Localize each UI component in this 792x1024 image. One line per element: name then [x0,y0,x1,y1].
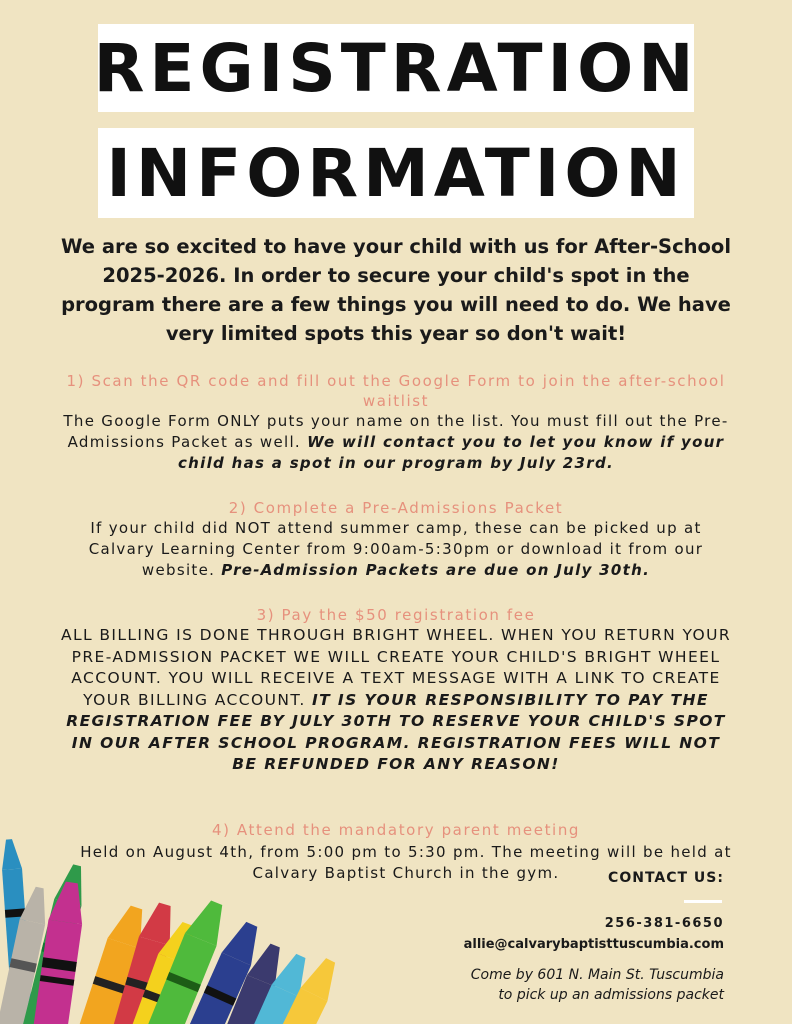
step-2-heading: 2) Complete a Pre-Admissions Packet [228,499,564,517]
contact-title: CONTACT US: [608,870,724,886]
visit-line1: Come by 601 N. Main St. Tuscumbia [470,967,724,983]
step-3 [60,605,732,776]
title-box-line1 [93,24,699,112]
step-2-emphasis: Pre-Admission Packets are due on July 30th. [221,561,651,579]
title-line2: INFORMATION [106,134,686,212]
intro-text: We are so excited to have your child with us for After-School 2025-2026. In order to secure your child's spot in the program there are a few things you will need to do. We have very limited spots this year so don't wait! [60,235,732,345]
contact-phone[interactable]: 256-381-6650 [604,916,724,931]
step-3-body [60,625,732,776]
contact-email[interactable]: allie@calvarybaptisttuscumbia.com [463,937,724,952]
step-1-emphasis: We will contact you to let you know if your child has a spot in our program by July 23rd. [177,433,725,472]
contact-divider [684,900,722,903]
step-2-body [60,518,732,581]
contact-visit [471,965,724,1005]
step-4-heading: 4) Attend the mandatory parent meeting [211,821,581,839]
step-2-text: If your child did NOT attend summer camp, these can be picked up at Calvary Learning Center from 9:00am-5:30pm or download it from our website. [88,519,704,579]
step-3-heading: 3) Pay the $50 registration fee [256,606,536,624]
step-3-emphasis: IT IS YOUR RESPONSIBILITY TO PAY THE REGISTRATION FEE BY JULY 30TH TO RESERVE YOUR CHILD'S SPOT IN OUR AFTER SCHOOL PROGRAM. REGISTRATION FEES WILL NOT BE REFUNDED FOR ANY REASON! [66,690,726,773]
title-box-line2 [98,128,694,218]
crayons-icon [0,820,380,1024]
step-1-body [60,411,732,474]
title-line1: REGISTRATION [93,29,699,107]
step-1-heading: 1) Scan the QR code and fill out the Google Form to join the after-school waitlist [66,372,726,410]
step-2 [60,498,732,581]
visit-line2: to pick up an admissions packet [498,987,724,1003]
step-1 [60,371,732,474]
step-4-text: Held on August 4th, from 5:00 pm to 5:30 pm. The meeting will be held at Calvary Baptist Church in the gym. [80,843,732,882]
step-1-text: The Google Form ONLY puts your name on the list. You must fill out the Pre-Admissions Packet as well. [63,412,729,451]
step-3-text: ALL BILLING IS DONE THROUGH BRIGHT WHEEL. WHEN YOU RETURN YOUR PRE-ADMISSION PACKET WE WILL CREATE YOUR CHILD'S BRIGHT WHEEL ACCOUNT. YOU WILL RECEIVE A TEXT MESSAGE WITH A LINK TO CREATE YOUR BILLING ACCOUNT. [60,626,732,709]
